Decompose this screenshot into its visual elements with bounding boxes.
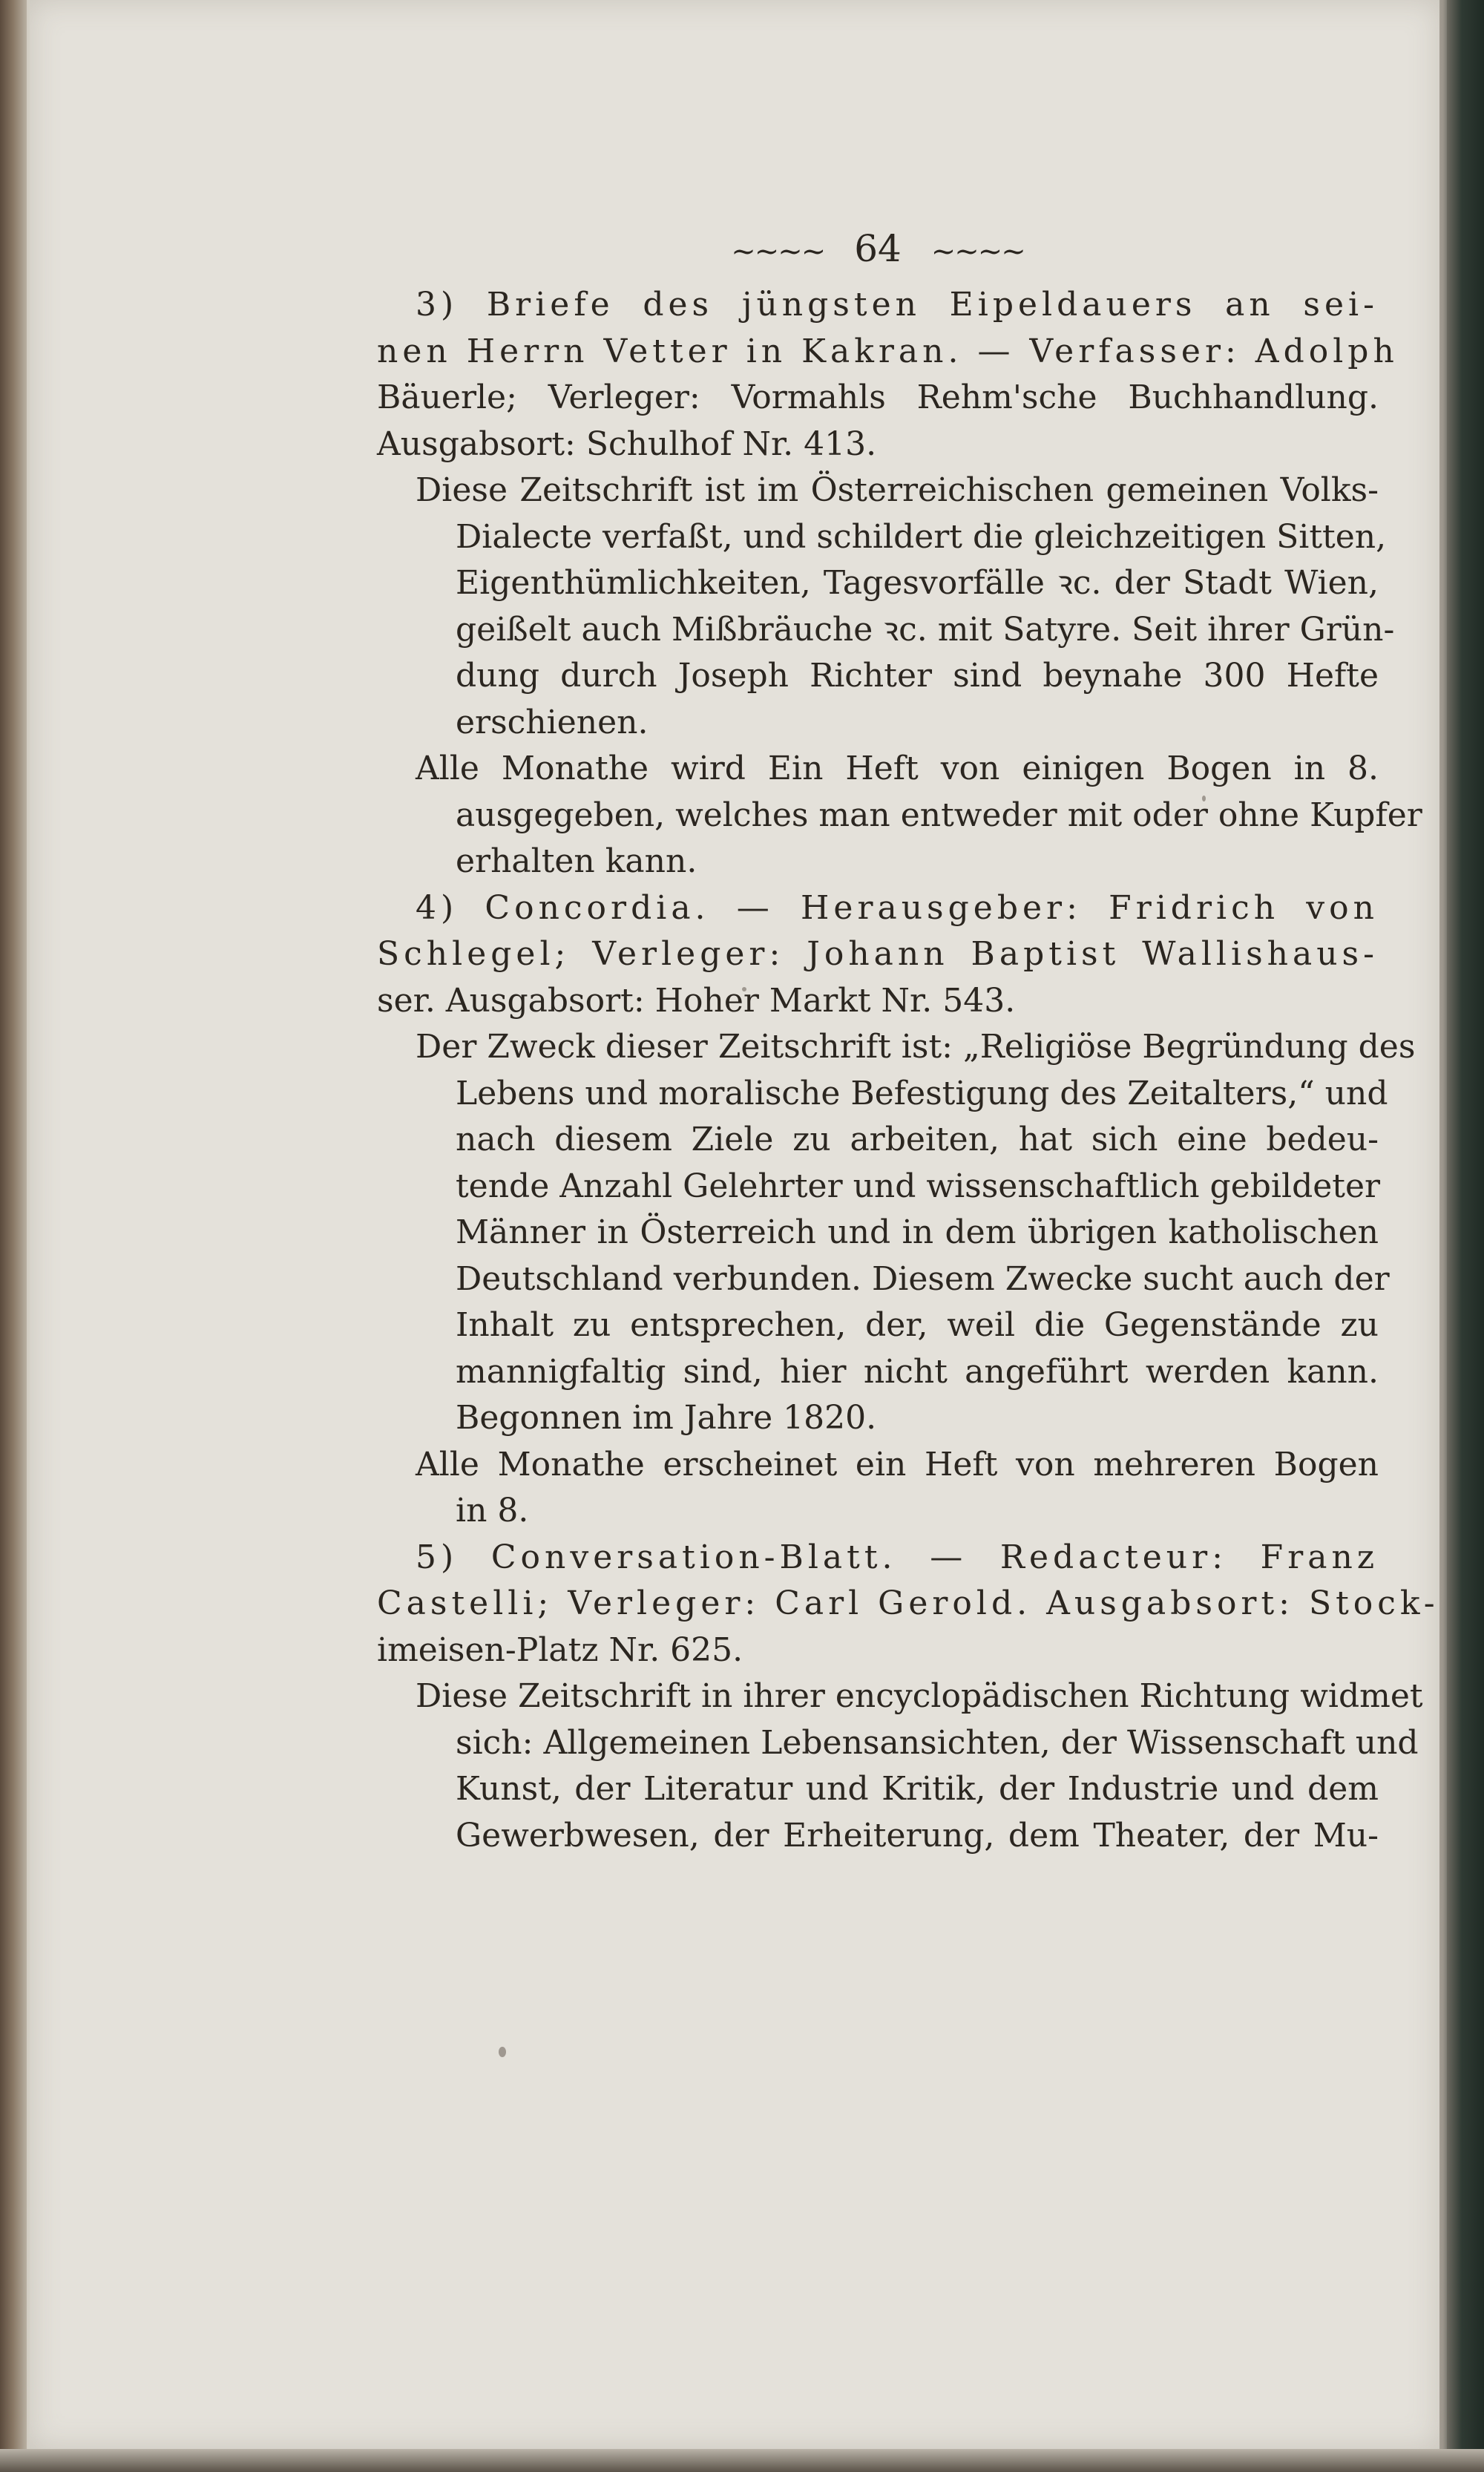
ornament-right: ~~~~ [930, 235, 1025, 269]
text-line: Alle Monathe wird Ein Heft von einigen Bogen in 8. [416, 750, 1379, 787]
text-line: 3) Briefe des jüngsten Eipeldauers an sei- [416, 286, 1379, 324]
text-line: Eigenthümlichkeiten, Tagesvorfälle ꝛc. der Stadt Wien, [456, 564, 1379, 602]
text-line: dung durch Joseph Richter sind beynahe 300 Hefte [456, 657, 1379, 695]
text-line: nach diesem Ziele zu arbeiten, hat sich eine bedeu- [456, 1121, 1379, 1158]
text-line: imeisen-Platz Nr. 625. [377, 1630, 743, 1669]
text-line: ausgegeben, welches man entweder mit oder ohne Kupfer [456, 796, 1422, 834]
text-line: Der Zweck dieser Zeitschrift ist: „Religiöse Begründung des [416, 1028, 1416, 1066]
text-line: geißelt auch Mißbräuche ꝛc. mit Satyre. Seit ihrer Grün- [456, 610, 1395, 649]
page-header [377, 223, 1379, 282]
page-number: 64 [854, 227, 902, 270]
text-line: Gewerbwesen, der Erheiterung, dem Theater, der Mu- [456, 1816, 1379, 1855]
book-cover-edge [1447, 0, 1484, 2472]
text-line: in 8. [456, 1492, 529, 1530]
text-line: nen Herrn Vetter in Kakran. — Verfasser: Adolph [377, 332, 1399, 370]
book-spine-edge [0, 0, 27, 2472]
text-line: sich: Allgemeinen Lebensansichten, der Wissenschaft und [456, 1723, 1419, 1762]
text-line: Lebens und moralische Befestigung des Zeitalters,“ und [456, 1074, 1388, 1112]
paper-speck [499, 2047, 506, 2057]
text-line: Begonnen im Jahre 1820. [456, 1399, 877, 1437]
text-line: mannigfaltig sind, hier nicht angeführt werden kann. [456, 1352, 1379, 1391]
text-line: Ausgabsort: Schulhof Nr. 413. [377, 424, 877, 463]
text-line: Diese Zeitschrift ist im Österreichischen gemeinen Volks- [416, 471, 1379, 509]
text-line: tende Anzahl Gelehrter und wissenschaftlich gebildeter [456, 1167, 1381, 1205]
text-line: erschienen. [456, 703, 649, 741]
page-text [377, 223, 1439, 1859]
text-line: Dialecte verfaßt, und schildert die gleichzeitigen Sitten, [456, 517, 1387, 556]
text-line: Diese Zeitschrift in ihrer encyclopädischen Richtung widmet [416, 1677, 1423, 1715]
text-line: ser. Ausgabsort: Hoher Markt Nr. 543. [377, 981, 1016, 1020]
text-line: Deutschland verbunden. Diesem Zwecke sucht auch der [456, 1259, 1390, 1298]
text-line: Castelli; Verleger: Carl Gerold. Ausgabsort: Stock- [377, 1584, 1439, 1622]
text-line: Alle Monathe erscheinet ein Heft von mehreren Bogen [416, 1445, 1379, 1483]
text-line: Männer in Österreich und in dem übrigen katholischen [456, 1213, 1379, 1251]
text-line: Inhalt zu entsprechen, der, weil die Gegenstände zu [456, 1306, 1379, 1344]
page-bottom-edge [0, 2449, 1484, 2472]
text-line: Schlegel; Verleger: Johann Baptist Wallishaus- [377, 935, 1379, 973]
text-line: Bäuerle; Verleger: Vormahls Rehm'sche Buchhandlung. [377, 378, 1379, 416]
text-line: 5) Conversation-Blatt. — Redacteur: Franz [416, 1538, 1379, 1576]
text-line: 4) Concordia. — Herausgeber: Fridrich von [416, 888, 1379, 927]
text-line: erhalten kann. [456, 842, 697, 880]
ornament-left: ~~~~ [731, 235, 825, 269]
text-line: Kunst, der Literatur und Kritik, der Industrie und dem [456, 1770, 1379, 1808]
